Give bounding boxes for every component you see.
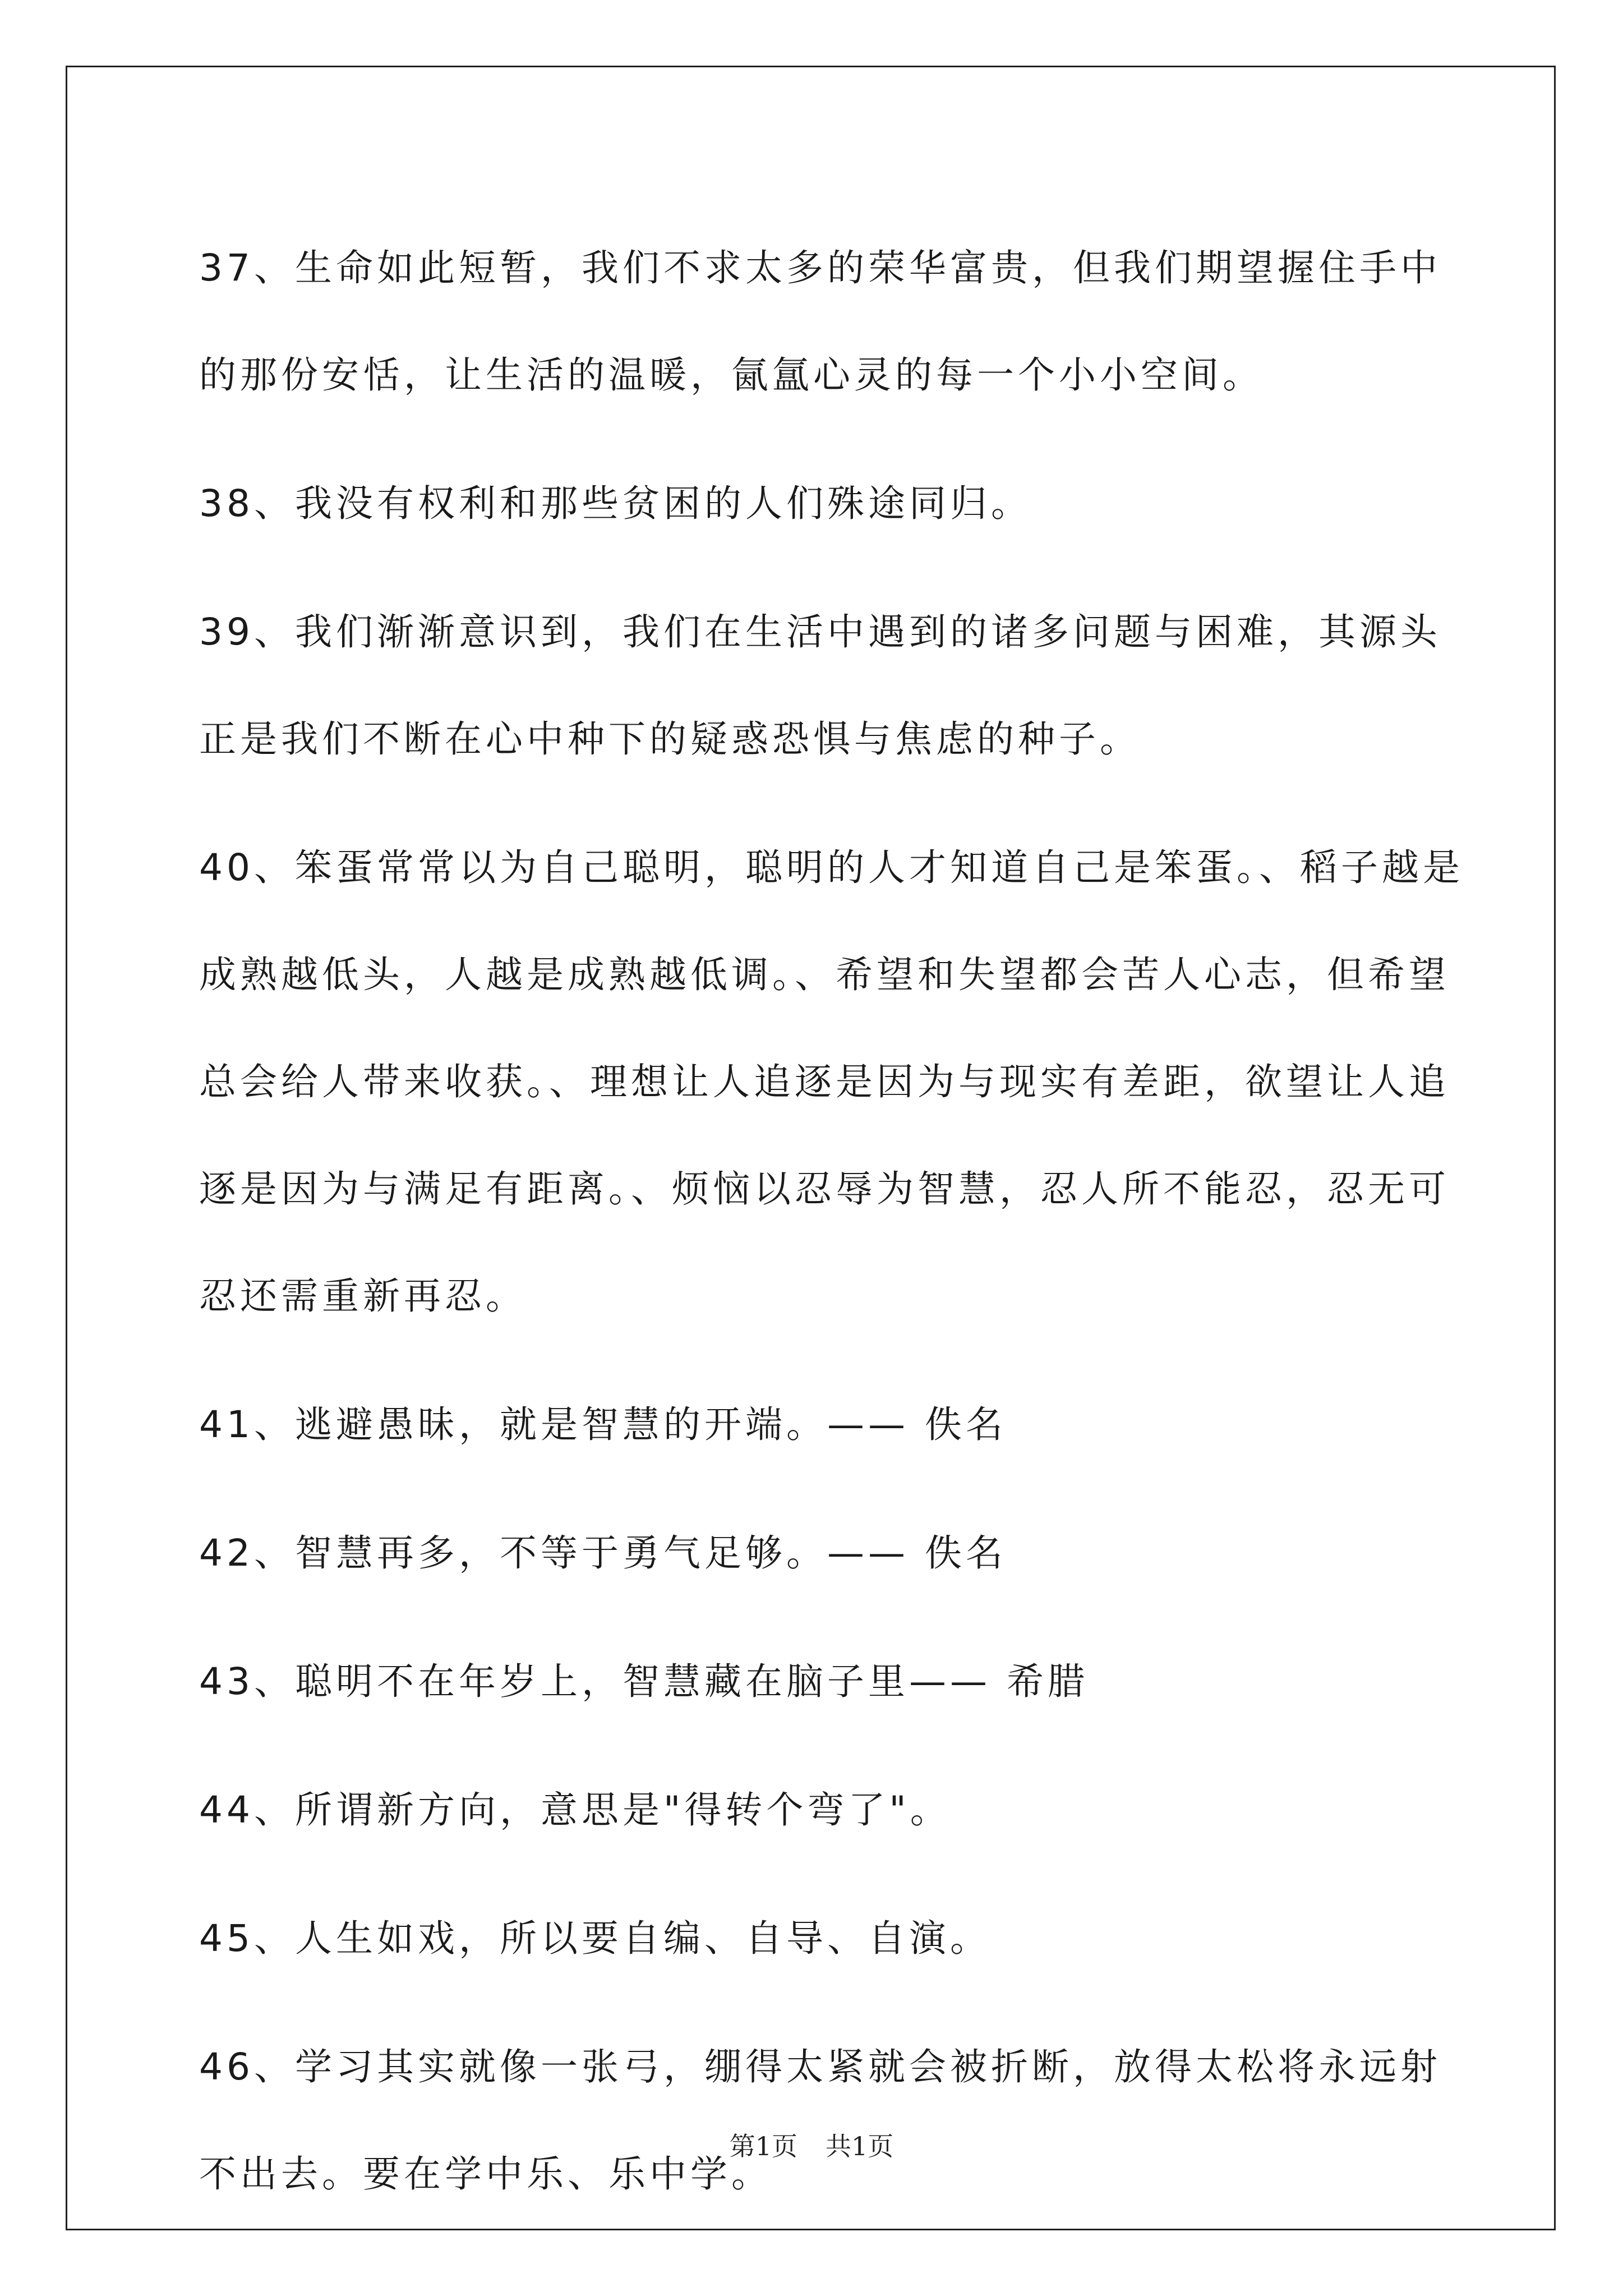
paragraph-41 xyxy=(199,1371,1433,1478)
text-line: 成熟越低头，人越是成熟越低调。、希望和失望都会苦人心志，但希望 xyxy=(199,953,1450,996)
paragraph-39 xyxy=(199,578,1441,793)
page-total: 共1页 xyxy=(826,2131,894,2161)
text-line: 忍还需重新再忍。 xyxy=(199,1274,527,1318)
text-line: 38、我没有权利和那些贫困的人们殊途同归。 xyxy=(199,482,1032,525)
text-line: 41、逃避愚昧，就是智慧的开端。—— 佚名 xyxy=(199,1403,1007,1446)
text-line: 40、笨蛋常常以为自己聪明，聪明的人才知道自己是笨蛋。、稻子越是 xyxy=(199,846,1464,889)
paragraph-37 xyxy=(199,214,1441,429)
paragraph-43 xyxy=(199,1628,1433,1735)
text-line: 43、聪明不在年岁上，智慧藏在脑子里—— 希腊 xyxy=(199,1660,1089,1703)
paragraph-40 xyxy=(199,814,1464,1350)
text-line: 的那份安恬，让生活的温暖，氤氲心灵的每一个小小空间。 xyxy=(199,353,1264,397)
paragraph-46 xyxy=(199,2013,1441,2228)
text-line: 44、所谓新方向，意思是"得转个弯了"。 xyxy=(199,1788,951,1832)
document-body xyxy=(199,214,1464,2249)
text-line: 逐是因为与满足有距离。、烦恼以忍辱为智慧，忍人所不能忍，忍无可 xyxy=(199,1167,1450,1211)
page-number: 第1页 xyxy=(729,2131,797,2161)
text-line: 42、智慧再多，不等于勇气足够。—— 佚名 xyxy=(199,1531,1007,1575)
text-line: 39、我们渐渐意识到，我们在生活中遇到的诸多问题与困难，其源头 xyxy=(199,610,1441,654)
paragraph-45 xyxy=(199,1885,1433,1992)
page-footer xyxy=(0,2126,1623,2163)
paragraph-38 xyxy=(199,450,1433,557)
text-line: 不出去。要在学中乐、乐中学。 xyxy=(199,2152,772,2196)
text-line: 正是我们不断在心中种下的疑惑恐惧与焦虑的种子。 xyxy=(199,717,1141,761)
text-line: 46、学习其实就像一张弓，绷得太紧就会被折断，放得太松将永远射 xyxy=(199,2045,1441,2088)
text-line: 45、人生如戏，所以要自编、自导、自演。 xyxy=(199,1917,991,1960)
paragraph-44 xyxy=(199,1756,1433,1864)
text-line: 总会给人带来收获。、理想让人追逐是因为与现实有差距，欲望让人追 xyxy=(199,1060,1450,1103)
text-line: 37、生命如此短暂，我们不求太多的荣华富贵，但我们期望握住手中 xyxy=(199,246,1441,289)
paragraph-42 xyxy=(199,1499,1433,1607)
